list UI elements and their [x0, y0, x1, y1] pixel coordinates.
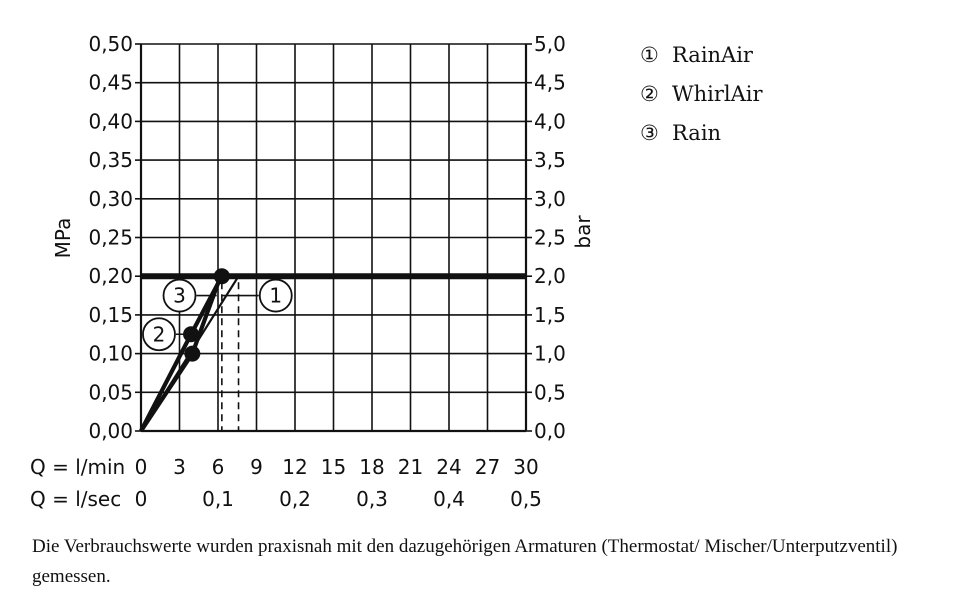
- y-left-tick-label: 0,45: [88, 70, 133, 95]
- x-sec-tick-label: 0,4: [433, 487, 465, 511]
- legend: [640, 43, 763, 145]
- y-right-tick-label: 3,0: [534, 186, 566, 211]
- y-right-tick-label: 4,5: [534, 70, 566, 95]
- y-left-tick-label: 0,10: [88, 341, 133, 366]
- x-sec-tick-label: 0,3: [356, 487, 388, 511]
- legend-symbol-1: ①: [640, 43, 659, 67]
- legend-label-whirlair: WhirlAir: [672, 82, 763, 106]
- y-right-tick-label: 5,0: [534, 32, 566, 56]
- y-right-tick-label: 3,5: [534, 148, 566, 173]
- x-min-axis-title: Q = l/min: [30, 455, 126, 479]
- marker-rain: [183, 326, 199, 342]
- y-left-tick-label: 0,20: [88, 264, 133, 289]
- y-right-tick-label: 1,0: [534, 341, 566, 366]
- legend-label-rain: Rain: [672, 121, 722, 145]
- x-sec-tick-label: 0,2: [279, 487, 311, 511]
- callout-label-3: 3: [173, 283, 186, 308]
- caption: Die Verbrauchswerte wurden praxisnah mit den dazugehörigen Armaturen (Thermostat/ Mischer/Unterputzventil) gemessen.: [32, 536, 898, 587]
- marker-whirlair: [184, 346, 200, 362]
- x-min-tick-label: 21: [397, 455, 424, 479]
- y-left-tick-label: 0,00: [88, 419, 133, 443]
- x-min-tick-label: 6: [211, 455, 225, 479]
- y-left-tick-label: 0,25: [88, 225, 133, 250]
- legend-label-rainair: RainAir: [672, 43, 753, 67]
- y-left-tick-label: 0,40: [88, 109, 133, 134]
- x-min-tick-label: 18: [359, 455, 385, 479]
- y-right-tick-label: 1,5: [534, 302, 566, 327]
- y-right-tick-label: 4,0: [534, 109, 566, 134]
- x-min-tick-label: 9: [250, 455, 263, 479]
- y-left-tick-label: 0,05: [88, 380, 133, 405]
- y-right-tick-label: 2,0: [534, 264, 566, 289]
- x-min-tick-label: 3: [173, 455, 186, 479]
- x-min-tick-label: 30: [513, 455, 539, 479]
- x-min-tick-label: 27: [474, 455, 501, 479]
- x-sec-tick-label: 0,5: [510, 487, 542, 511]
- legend-symbol-3: ③: [640, 121, 659, 145]
- y-left-tick-label: 0,15: [88, 302, 133, 327]
- y-right-tick-label: 0,5: [534, 380, 566, 405]
- y-left-tick-label: 0,30: [88, 186, 133, 211]
- y-right-tick-label: 2,5: [534, 225, 566, 250]
- y-left-axis-title: MPa: [51, 217, 75, 259]
- y-left-tick-label: 0,50: [88, 32, 133, 56]
- grid: [141, 44, 526, 431]
- marker-top-rain: [214, 268, 230, 284]
- x-min-tick-label: 24: [436, 455, 462, 479]
- x-min-tick-label: 12: [282, 455, 308, 479]
- x-sec-tick-label: 0: [134, 487, 148, 511]
- x-sec-tick-label: 0,1: [202, 487, 234, 511]
- tick-labels: [88, 32, 565, 511]
- x-min-tick-label: 15: [320, 455, 347, 479]
- x-sec-axis-title: Q = l/sec: [30, 487, 122, 511]
- callout-label-2: 2: [152, 322, 166, 347]
- y-right-axis-title: bar: [571, 215, 595, 249]
- callout-label-1: 1: [269, 283, 283, 308]
- legend-symbol-2: ②: [640, 82, 659, 106]
- y-right-tick-label: 0,0: [534, 419, 566, 443]
- y-left-tick-label: 0,35: [88, 148, 133, 173]
- x-min-tick-label: 0: [134, 455, 148, 479]
